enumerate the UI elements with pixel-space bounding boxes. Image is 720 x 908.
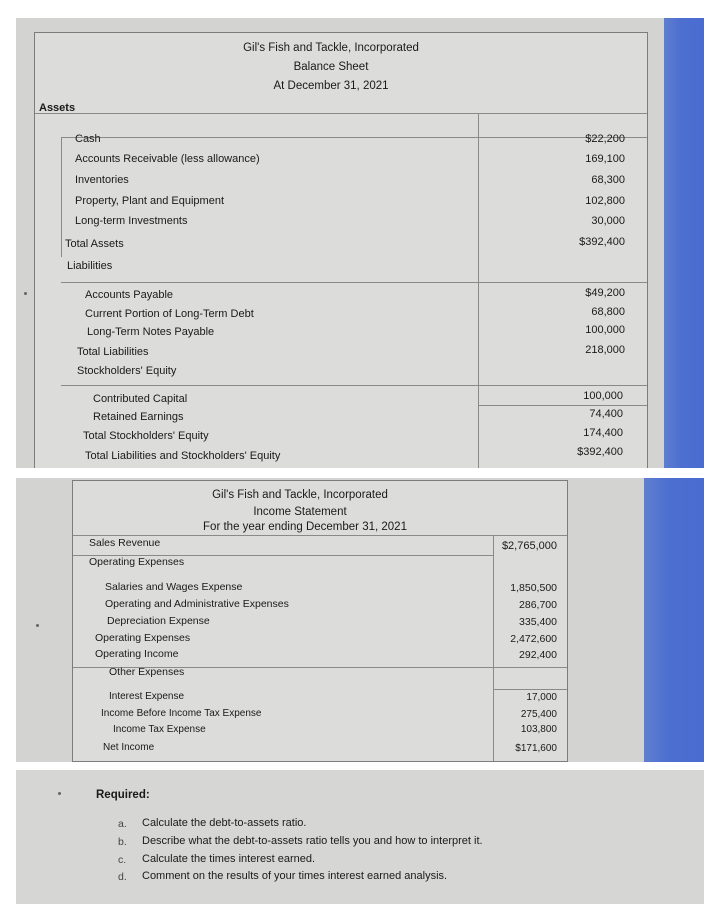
operating-total-label: Operating Expenses <box>95 632 191 644</box>
is-period: For the year ending December 31, 2021 <box>203 521 407 533</box>
operating-expense-label: Operating and Administrative Expenses <box>105 598 289 610</box>
required-item-text: Calculate the times interest earned. <box>142 853 316 865</box>
interest-value: 17,000 <box>526 692 557 703</box>
photo-dust-dot <box>36 624 39 627</box>
equity-heading: Stockholders' Equity <box>77 365 177 377</box>
total-equity-value: 174,400 <box>583 427 623 439</box>
sales-value: $2,765,000 <box>501 540 557 552</box>
income-tax-value: 103,800 <box>520 724 557 735</box>
bs-company-name: Gil's Fish and Tackle, Incorporated <box>243 42 419 54</box>
equity-value: 100,000 <box>583 390 623 402</box>
photo-dust-dot <box>24 292 27 295</box>
liability-label: Long-Term Notes Payable <box>87 326 215 338</box>
operating-expense-label: Salaries and Wages Expense <box>105 581 243 593</box>
operating-income-value: 292,400 <box>519 649 557 661</box>
photo-edge <box>664 18 704 468</box>
liability-label: Accounts Payable <box>85 289 174 301</box>
required-item-letter: a. <box>118 818 127 830</box>
required-item-letter: b. <box>118 836 127 848</box>
total-assets-value: $392,400 <box>579 236 625 248</box>
asset-label: Long-term Investments <box>75 215 188 227</box>
balance-sheet-photo <box>16 18 704 468</box>
asset-value: $22,200 <box>585 133 625 145</box>
total-assets-label: Total Assets <box>65 238 124 250</box>
sales-label: Sales Revenue <box>89 537 161 549</box>
asset-label: Cash <box>75 133 101 145</box>
operating-expense-value: 1,850,500 <box>510 582 557 594</box>
total-liab-equity-value: $392,400 <box>577 446 623 458</box>
asset-label: Inventories <box>75 174 129 186</box>
income-before-tax-label: Income Before Income Tax Expense <box>101 708 262 719</box>
income-statement-photo <box>16 478 704 762</box>
asset-value: 30,000 <box>591 215 625 227</box>
bs-statement-title: Balance Sheet <box>293 61 369 73</box>
equity-label: Retained Earnings <box>93 411 184 423</box>
operating-heading: Operating Expenses <box>89 556 185 568</box>
photo-dust-dot <box>58 792 61 795</box>
is-company-name: Gil's Fish and Tackle, Incorporated <box>212 489 388 501</box>
income-statement-table <box>72 480 568 762</box>
equity-value: 74,400 <box>589 408 623 420</box>
required-item-letter: c. <box>118 854 127 866</box>
asset-label: Property, Plant and Equipment <box>75 195 224 207</box>
net-income-value: $171,600 <box>515 743 557 754</box>
other-expenses-heading: Other Expenses <box>109 666 185 678</box>
liability-label: Current Portion of Long-Term Debt <box>85 308 254 320</box>
operating-total-value: 2,472,600 <box>510 633 557 645</box>
assets-heading: Assets <box>39 102 76 114</box>
liability-value: 100,000 <box>585 324 625 336</box>
required-item-text: Calculate the debt-to-assets ratio. <box>142 817 307 829</box>
asset-value: 68,300 <box>591 174 625 186</box>
required-item-letter: d. <box>118 871 127 883</box>
total-equity-label: Total Stockholders' Equity <box>83 430 209 442</box>
liability-value: 68,800 <box>591 306 625 318</box>
equity-label: Contributed Capital <box>93 393 188 405</box>
total-liabilities-value: 218,000 <box>585 344 625 356</box>
required-heading: Required: <box>96 789 150 801</box>
required-photo <box>16 770 704 904</box>
income-tax-label: Income Tax Expense <box>113 724 206 735</box>
liability-value: $49,200 <box>585 287 625 299</box>
is-statement-title: Income Statement <box>253 506 347 518</box>
operating-expense-value: 335,400 <box>519 616 557 628</box>
asset-value: 102,800 <box>585 195 625 207</box>
required-item-text: Describe what the debt-to-assets ratio tells you and how to interpret it. <box>142 835 483 847</box>
balance-sheet-table <box>34 32 648 468</box>
bs-date: At December 31, 2021 <box>273 80 389 92</box>
photo-edge <box>644 478 704 762</box>
required-item-text: Comment on the results of your times interest earned analysis. <box>142 870 448 882</box>
operating-expense-label: Depreciation Expense <box>107 615 210 627</box>
total-liabilities-label: Total Liabilities <box>77 346 149 358</box>
interest-label: Interest Expense <box>109 691 185 702</box>
asset-label: Accounts Receivable (less allowance) <box>75 153 260 165</box>
income-before-tax-value: 275,400 <box>520 709 557 720</box>
operating-expense-value: 286,700 <box>519 599 557 611</box>
net-income-label: Net Income <box>103 742 155 753</box>
asset-value: 169,100 <box>585 153 625 165</box>
operating-income-label: Operating Income <box>95 648 179 660</box>
liabilities-heading: Liabilities <box>67 260 113 272</box>
total-liab-equity-label: Total Liabilities and Stockholders' Equity <box>85 450 281 462</box>
